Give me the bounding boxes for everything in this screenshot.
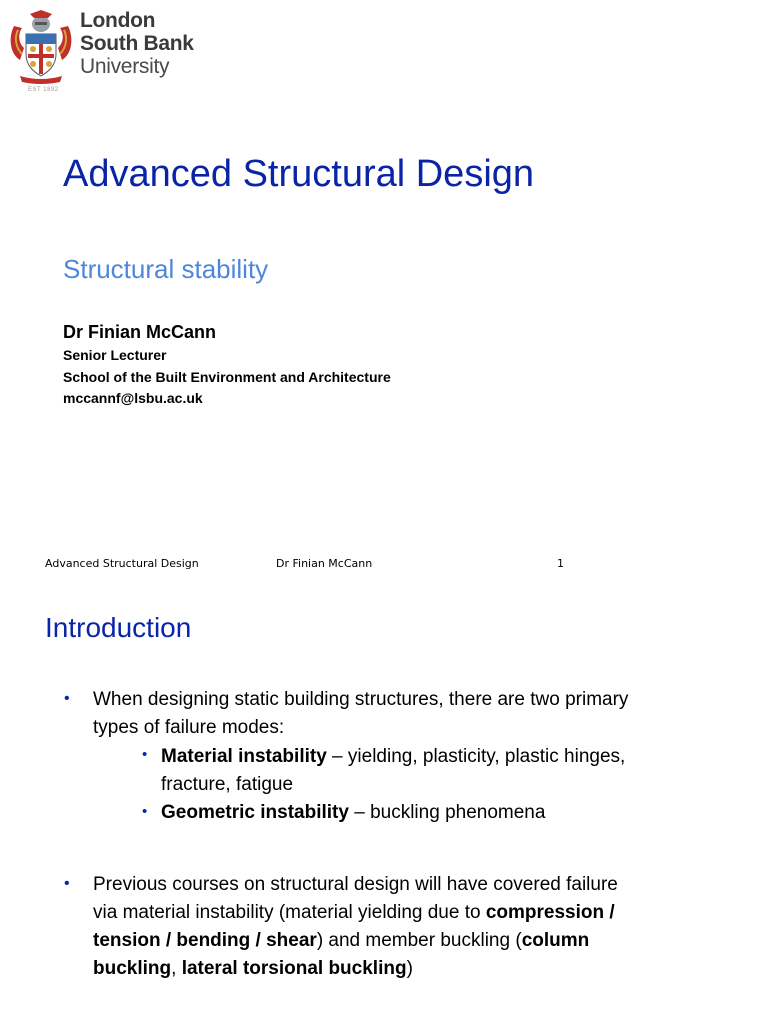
sub-bullet-1-line-2: fracture, fatigue [161, 774, 294, 795]
bullet-2-line-4: , [171, 958, 182, 979]
bullet-2-bold-1: compression / [485, 902, 615, 923]
logo-est: EST 1892 [28, 87, 59, 93]
sub-bullet-icon: • [142, 803, 148, 820]
author-name: Dr Finian McCann [63, 322, 217, 342]
bullet-2-line-2: via material instability (material yielding due to [93, 902, 486, 923]
bullet-1-line-1: When designing static building structures, there are two primary [93, 689, 629, 710]
bullet-2-bold-3: column [521, 930, 590, 951]
university-logo-text [80, 9, 194, 78]
section-heading: Introduction [45, 612, 192, 643]
logo-line-1: London [80, 9, 156, 32]
sub-bullet-2-bold: Geometric instability [161, 802, 349, 823]
author-school: School of the Built Environment and Architecture [63, 369, 391, 385]
sub-bullet-2 [161, 799, 545, 827]
sub-bullet-2-text: – buckling phenomena [348, 802, 546, 823]
footer-author: Dr Finian McCann [276, 557, 373, 570]
bullet-2-line-3: ) and member buckling ( [316, 930, 522, 951]
bullet-icon: • [64, 875, 70, 892]
author-email[interactable]: mccannf@lsbu.ac.uk [63, 390, 203, 406]
sub-bullet-1-bold: Material instability [161, 746, 327, 767]
sub-bullet-icon: • [142, 746, 148, 763]
sub-bullet-1-text: – yielding, plasticity, plastic hinges, [326, 746, 626, 767]
bullet-2-bold-2: tension / bending / shear [93, 930, 317, 951]
slide-subtitle: Structural stability [63, 254, 269, 284]
bullet-2 [93, 871, 618, 983]
bullet-2-line-4-end: ) [406, 958, 413, 979]
slide-title: Advanced Structural Design [63, 153, 535, 195]
sub-bullet-1 [161, 743, 625, 799]
bullet-1-line-2: types of failure modes: [93, 717, 285, 738]
bullet-2-line-1: Previous courses on structural design will have covered failure [93, 874, 618, 895]
university-crest-icon [8, 8, 74, 84]
logo-line-3: University [80, 55, 170, 78]
bullet-2-bold-5: lateral torsional buckling [181, 958, 407, 979]
author-role: Senior Lecturer [63, 347, 167, 363]
bullet-2-bold-4: buckling [93, 958, 172, 979]
bullet-1 [93, 686, 628, 742]
footer-course: Advanced Structural Design [45, 557, 199, 570]
bullet-icon: • [64, 690, 70, 707]
logo-line-2: South Bank [80, 32, 194, 55]
footer-page-number: 1 [557, 557, 564, 570]
